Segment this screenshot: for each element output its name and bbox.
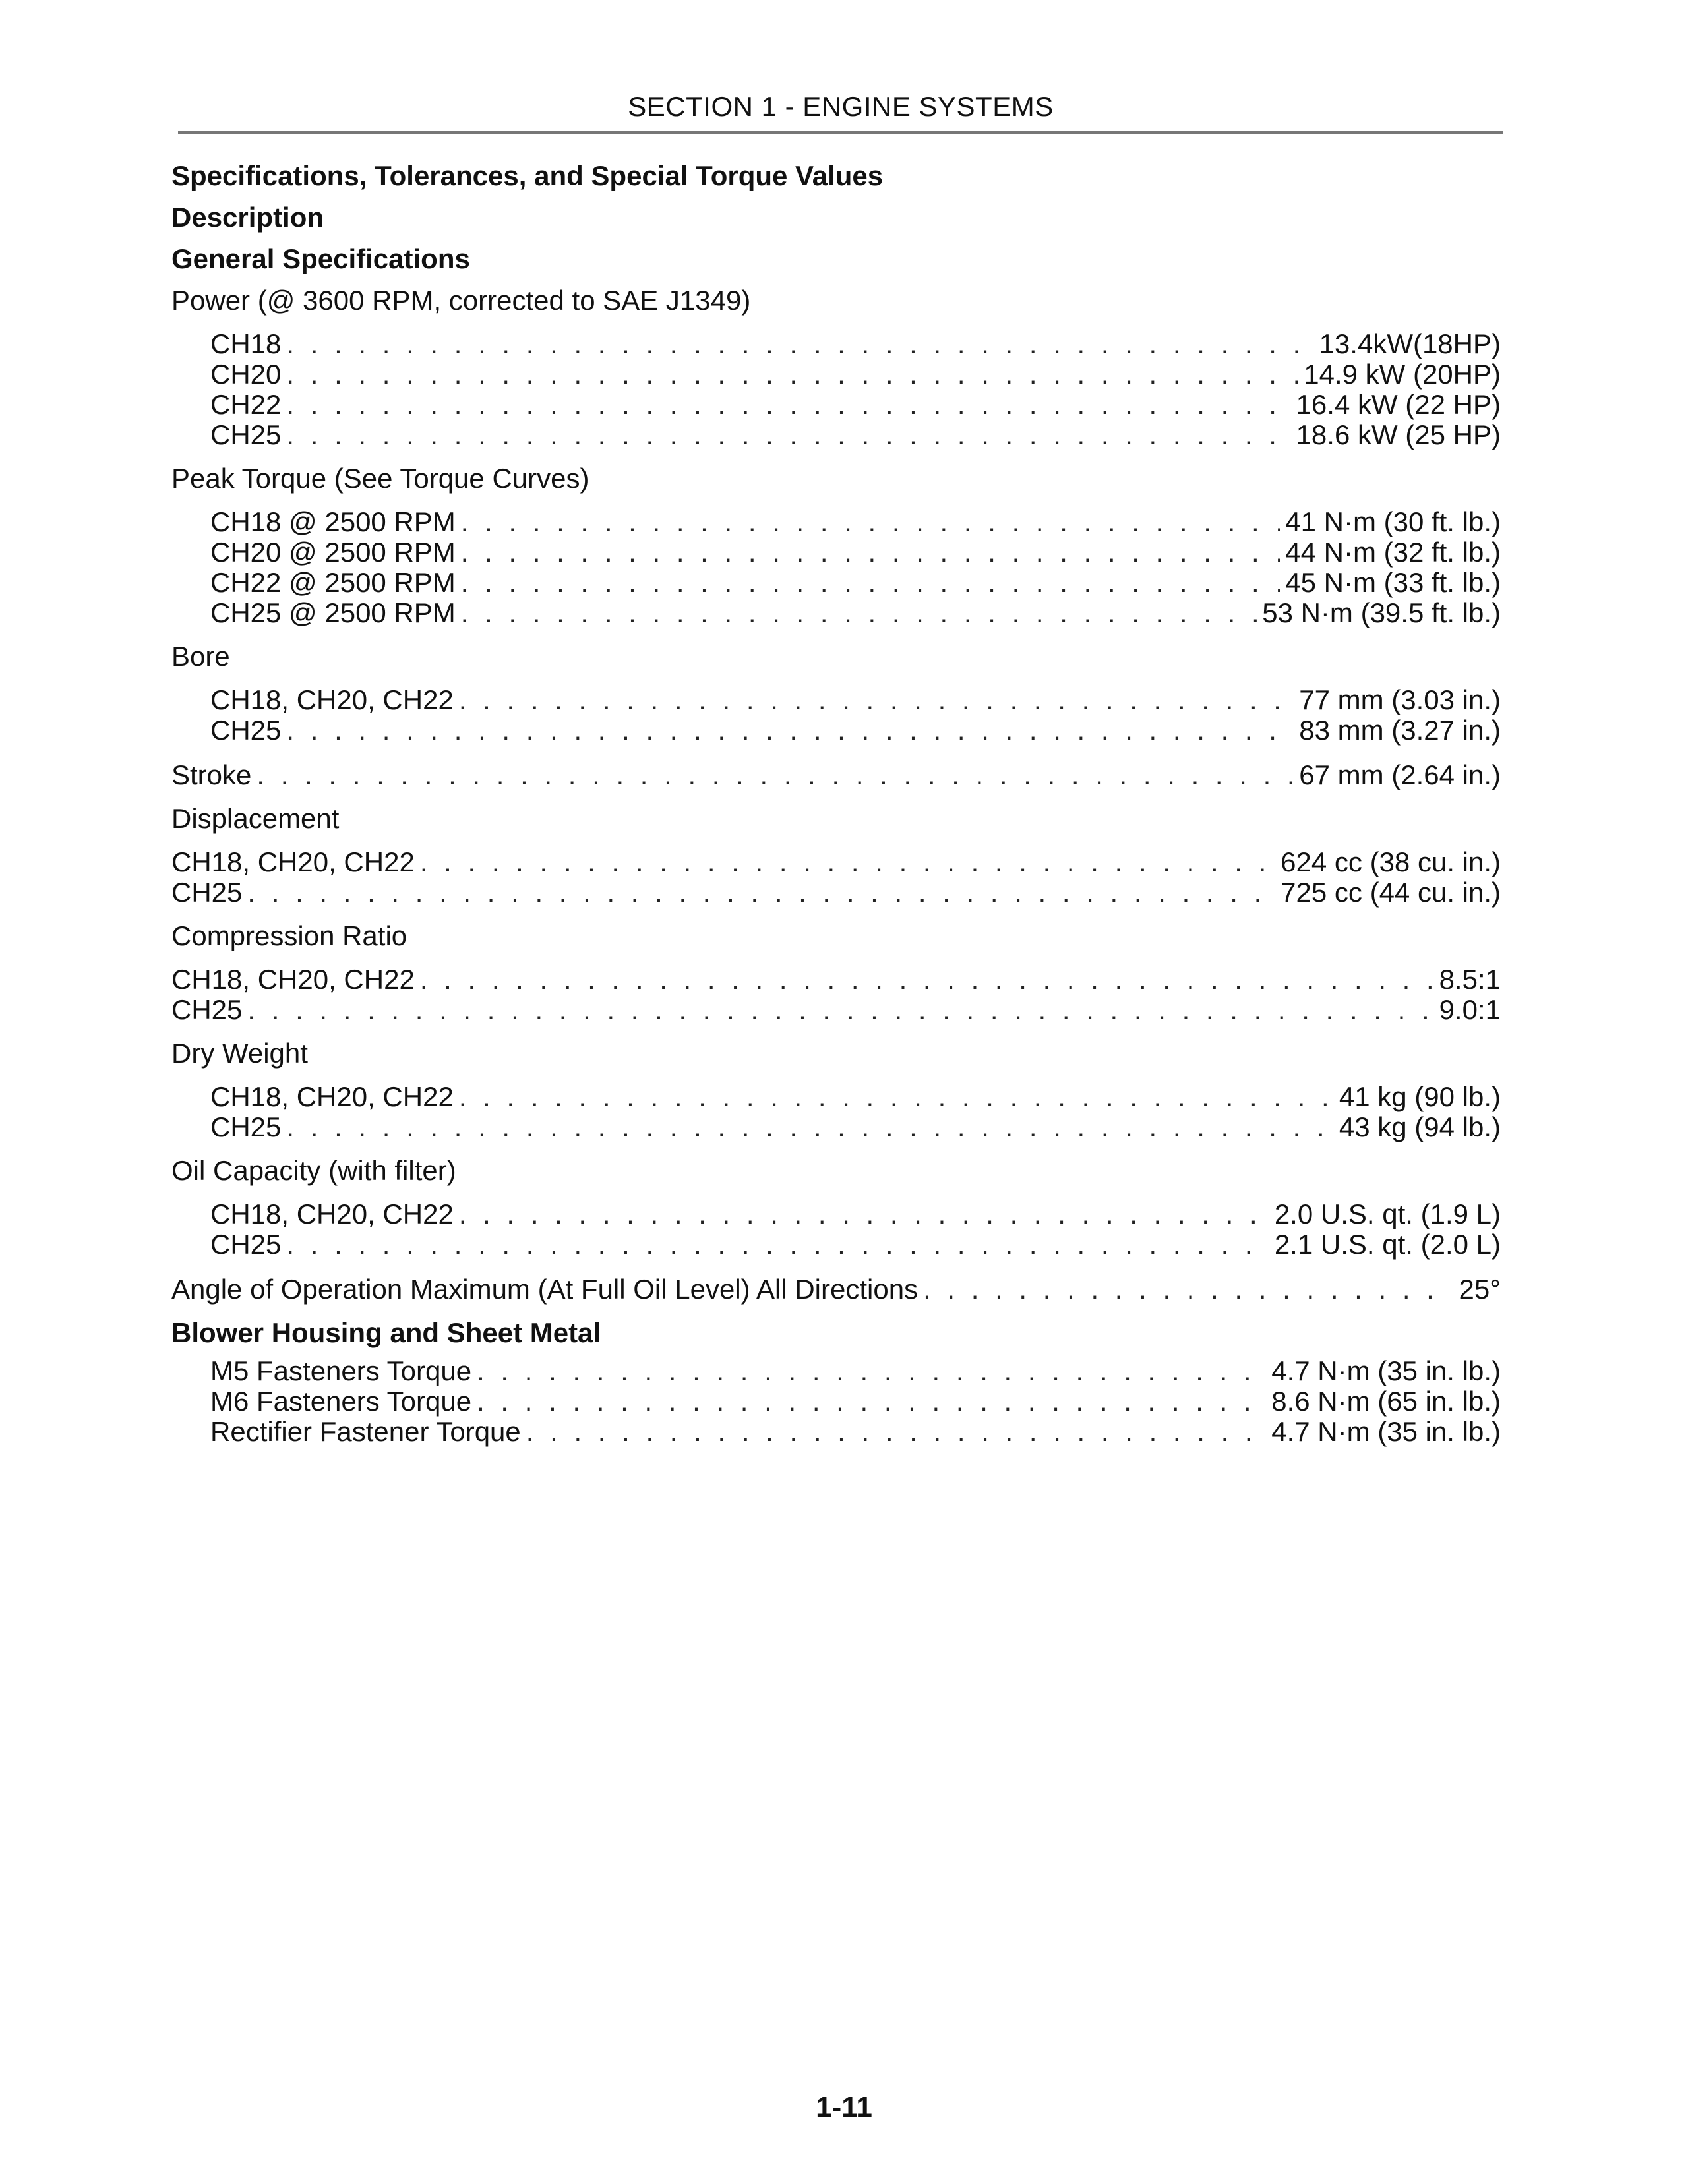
dot-leader [461,568,1280,598]
spec-row [171,1199,1501,1229]
dot-leader [286,359,1298,390]
bore-label: Bore [171,641,230,672]
dot-leader [256,760,1294,790]
spec-key: CH18 [210,328,282,359]
spec-row [171,420,1501,450]
spec-value: 14.9 kW (20HP) [1304,359,1501,390]
spec-row [171,507,1501,537]
dry-weight-label: Dry Weight [171,1038,308,1069]
spec-value: 13.4kW(18HP) [1319,328,1501,359]
spec-key: CH25 [210,1111,282,1142]
spec-key: M6 Fasteners Torque [210,1386,472,1417]
spec-row [171,964,1501,995]
dot-leader [420,964,1434,995]
spec-value: 41 kg (90 lb.) [1339,1081,1501,1112]
spec-value: 16.4 kW (22 HP) [1296,389,1501,420]
dot-leader [247,877,1275,908]
compression-ratio-spec-list [171,964,1501,1025]
spec-key: CH20 [210,359,282,390]
dot-leader [923,1274,1453,1305]
spec-key: CH25 [171,877,243,908]
spec-key: CH18, CH20, CH22 [210,1198,454,1229]
blower-housing-spec-list [171,1356,1501,1447]
spec-row [171,1229,1501,1260]
spec-value: 8.6 N·m (65 in. lb.) [1271,1386,1501,1417]
spec-row [171,847,1501,877]
spec-value: 45 N·m (33 ft. lb.) [1285,567,1501,598]
spec-row [171,1356,1501,1386]
spec-value: 4.7 N·m (35 in. lb.) [1271,1416,1501,1447]
peak-torque-spec-list [171,507,1501,628]
dot-leader [247,995,1433,1025]
spec-key: CH18, CH20, CH22 [210,1081,454,1112]
spec-value: 624 cc (38 cu. in.) [1281,846,1501,877]
dot-leader [461,507,1280,537]
power-spec-list [171,329,1501,450]
spec-value: 41 N·m (30 ft. lb.) [1285,506,1501,537]
dot-leader [526,1417,1266,1447]
spec-key: M5 Fasteners Torque [210,1355,472,1386]
spec-row [171,995,1501,1025]
spec-value: 44 N·m (32 ft. lb.) [1285,537,1501,568]
spec-row [171,685,1501,715]
spec-value: 2.1 U.S. qt. (2.0 L) [1274,1229,1501,1260]
spec-value: 67 mm (2.64 in.) [1299,759,1501,790]
dot-leader [286,329,1313,359]
dot-leader [286,420,1290,450]
spec-key: CH18, CH20, CH22 [171,846,415,877]
dot-leader [286,715,1294,746]
spec-row [171,1112,1501,1142]
general-specifications-heading: General Specifications [171,243,470,274]
bore-spec-list [171,685,1501,746]
spec-key: CH22 [210,389,282,420]
spec-row [171,598,1501,628]
spec-key: CH25 @ 2500 RPM [210,597,456,628]
dot-leader [461,598,1257,628]
section-title: Specifications, Tolerances, and Special Torque Values [171,160,884,191]
spec-key: CH25 [210,715,282,746]
spec-value: 725 cc (44 cu. in.) [1281,877,1501,908]
dot-leader [459,1199,1269,1229]
spec-row [171,1274,1501,1305]
spec-content [171,162,1501,1461]
stroke-spec [171,760,1501,790]
spec-key: CH20 @ 2500 RPM [210,537,456,568]
spec-key: Angle of Operation Maximum (At Full Oil Level) All Directions [171,1274,919,1305]
spec-row [171,1082,1501,1112]
page-number: 1-11 [816,2091,872,2123]
spec-value: 18.6 kW (25 HP) [1296,419,1501,450]
oil-capacity-spec-list [171,1199,1501,1260]
spec-row [171,715,1501,746]
spec-value: 43 kg (94 lb.) [1339,1111,1501,1142]
spec-row [171,329,1501,359]
dot-leader [477,1356,1266,1386]
displacement-spec-list [171,847,1501,908]
description-heading: Description [171,202,324,233]
spec-key: CH18, CH20, CH22 [210,684,454,715]
header-rule [178,131,1503,134]
spec-row [171,568,1501,598]
spec-value: 8.5:1 [1439,964,1501,995]
spec-row [171,1386,1501,1417]
page-header: SECTION 1 - ENGINE SYSTEMS [628,91,1054,122]
spec-key: CH18, CH20, CH22 [171,964,415,995]
power-label: Power (@ 3600 RPM, corrected to SAE J1349) [171,285,751,316]
spec-value: 2.0 U.S. qt. (1.9 L) [1274,1198,1501,1229]
spec-value: 9.0:1 [1439,994,1501,1025]
dot-leader [286,390,1290,420]
spec-row [171,390,1501,420]
spec-value: 83 mm (3.27 in.) [1299,715,1501,746]
spec-key: CH25 [210,419,282,450]
spec-key: Rectifier Fastener Torque [210,1416,521,1447]
dot-leader [286,1112,1333,1142]
blower-housing-heading: Blower Housing and Sheet Metal [171,1317,601,1348]
angle-of-operation-spec [171,1274,1501,1305]
spec-value: 4.7 N·m (35 in. lb.) [1271,1355,1501,1386]
dot-leader [477,1386,1266,1417]
spec-key: Stroke [171,759,252,790]
displacement-label: Displacement [171,803,340,834]
dot-leader [461,537,1280,568]
dot-leader [459,685,1294,715]
dry-weight-spec-list [171,1082,1501,1142]
spec-key: CH22 @ 2500 RPM [210,567,456,598]
compression-ratio-label: Compression Ratio [171,920,407,951]
spec-row [171,359,1501,390]
spec-row [171,877,1501,908]
spec-value: 25° [1459,1274,1501,1305]
spec-value: 53 N·m (39.5 ft. lb.) [1262,597,1501,628]
spec-key: CH25 [171,994,243,1025]
spec-value: 77 mm (3.03 in.) [1299,684,1501,715]
spec-row [171,1417,1501,1447]
spec-key: CH18 @ 2500 RPM [210,506,456,537]
spec-key: CH25 [210,1229,282,1260]
dot-leader [420,847,1275,877]
oil-capacity-label: Oil Capacity (with filter) [171,1155,456,1186]
spec-row [171,760,1501,790]
spec-row [171,537,1501,568]
dot-leader [286,1229,1269,1260]
peak-torque-label: Peak Torque (See Torque Curves) [171,463,589,494]
dot-leader [459,1082,1334,1112]
